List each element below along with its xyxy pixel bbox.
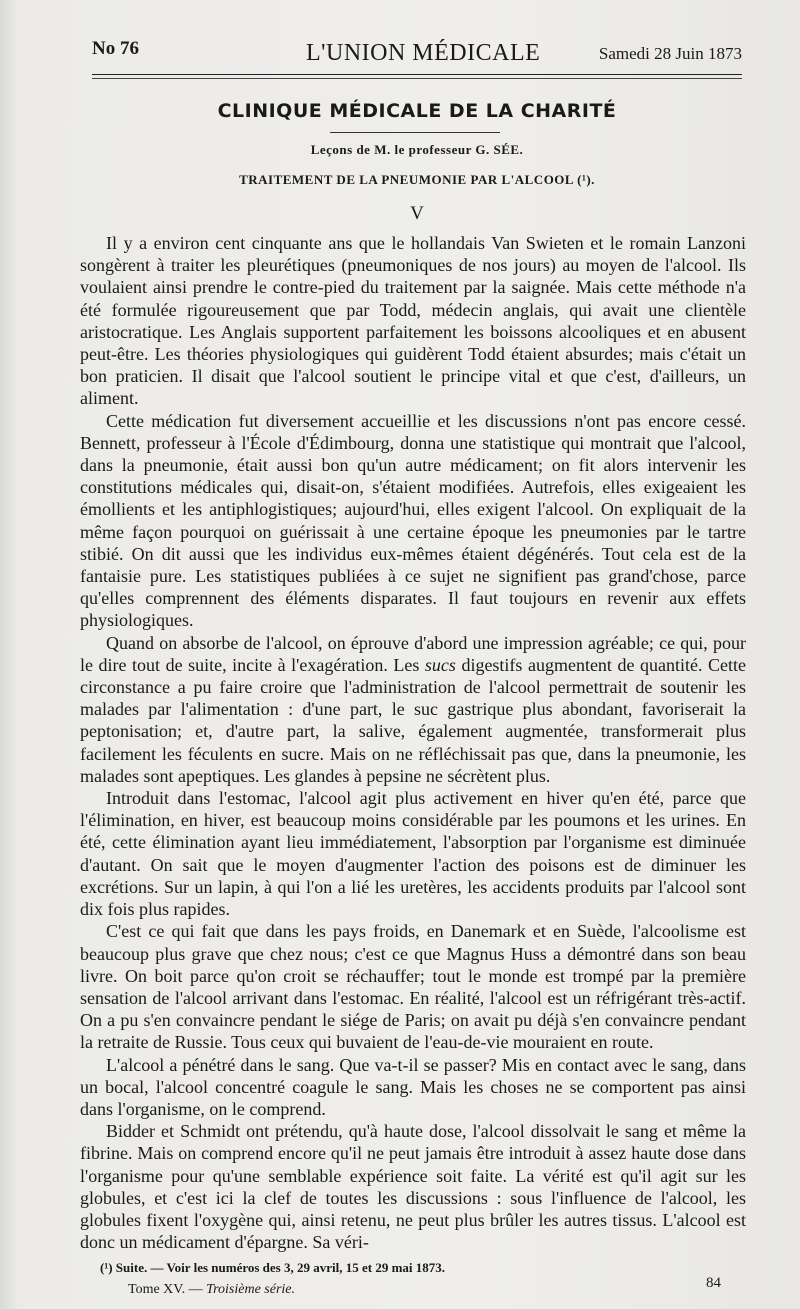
tome-line: [128, 1282, 295, 1298]
journal-title: L'UNION MÉDICALE: [306, 40, 541, 66]
footnote: (¹) Suite. — Voir les numéros des 3, 29 avril, 15 et 29 mai 1873.: [100, 1260, 446, 1275]
title-divider: [330, 132, 500, 133]
paragraph-rest: digestifs augmentent de quantité. Cette circonstance a pu faire croire que l'administration de l'alcool permettrait de soutenir les malades par l'alimentation : d'une part, le suc gastrique plus abondant, favoriserait la peptonisation; et, d'autre part, la salive, également augmentée, transformerait plus facilement les féculents en sucre. Mais on ne réfléchissait pas que, dans la pneumonie, les malades sont apeptiques. Les glandes à pepsine ne sécrètent plus.: [80, 654, 746, 786]
paragraph: Cette médication fut diversement accueillie et les discussions n'ont pas encore cessé. Bennett, professeur à l'École d'Édimbourg, donna une statistique qui montrait que l'alcool, dans la pneumonie, était aussi bon qu'un autre médicament; on fit alors intervenir les constitutions médicales qui, disait-on, s'étaient modifiées. Autrefois, elles exigeaient les émollients et les antiphlogistiques; aujourd'hui, elles exigent l'alcool. On expliquait de la même façon pourquoi on guérissait à une certaine époque les pneumonies par le tartre stibié. On dit aussi que les individus eux-mêmes étaient dégénérés. Tout cela est de la fantaisie pure. Les statistiques publiées à ce sujet ne signifient pas grand'chose, parce qu'elles comprennent des éléments disparates. Il faut toujours en revenir aux effets physiologiques.: [80, 410, 746, 631]
header-rule: [92, 74, 742, 75]
issue-number: No 76: [92, 38, 139, 59]
paragraph: Il y a environ cent cinquante ans que le hollandais Van Swieten et le romain Lanzoni songèrent à traiter les pleurétiques (pneumoniques de nos jours) au moyen de l'alcool. Ils voulaient ainsi prendre le contre-pied du traitement par la saignée. Mais cette méthode n'a été formulée rigoureusement que par Todd, médecin anglais, qui avait une clientèle aristocratique. Les Anglais supportent parfaitement les boissons alcooliques et en abusent peut-être. Les théories physiologiques qui guidèrent Todd étaient absurdes; mais c'était un bon praticien. Il disait que l'alcool soutient le principe vital et que c'est, d'ailleurs, un aliment.: [80, 233, 746, 409]
section-number: V: [410, 203, 424, 224]
paragraph-start: Quand on absorbe de l'alcool, on éprouve d'abord une impression agréable; ce qui, pour le dire tout de suite, incite à l'exagération. Les: [80, 632, 746, 675]
issue-date: Samedi 28 Juin 1873: [598, 44, 742, 63]
article-body: [80, 232, 746, 1253]
article-subtitle: TRAITEMENT DE LA PNEUMONIE PAR L'ALCOOL (¹).: [239, 172, 595, 187]
paragraph: L'alcool a pénétré dans le sang. Que va-t-il se passer? Mis en contact avec le sang, dans un bocal, l'alcool concentré coagule le sang. Mais les choses ne se comportent pas ainsi dans l'organisme, on le comprend.: [80, 1054, 746, 1119]
paragraph: [80, 632, 746, 787]
lecturer-line: Leçons de M. le professeur G. SÉE.: [310, 142, 524, 157]
article-title: CLINIQUE MÉDICALE DE LA CHARITÉ: [217, 100, 617, 122]
page-number: 84: [706, 1275, 721, 1291]
paragraph: Introduit dans l'estomac, l'alcool agit plus activement en hiver qu'en été, parce que l'élimination, en hiver, est beaucoup moins considérable par les poumons et les urines. En été, cette élimination ayant lieu immédiatement, l'absorption par l'organisme est diminuée d'autant. On sait que le moyen d'augmenter l'action des poisons est de diminuer les excrétions. Sur un lapin, à qui l'on a lié les uretères, les accidents produits par l'alcool sont dix fois plus rapides.: [80, 788, 746, 920]
header-rule-thin: [92, 78, 742, 79]
tome-label: Tome XV. —: [128, 1282, 207, 1297]
series-label: Troisième série.: [206, 1282, 296, 1297]
paragraph: Bidder et Schmidt ont prétendu, qu'à haute dose, l'alcool dissolvait le sang et même la fibrine. Mais on comprend encore qu'il ne peut jamais être introduit à assez haute dose dans l'organisme pour qu'une semblable expérience soit faite. La vérité est qu'il agit sur les globules, et c'est ici la clef de toutes les discussions : sous l'influence de l'alcool, les globules fixent l'oxygène qui, ainsi retenu, ne peut plus brûler les autres tissus. L'alcool est donc un médicament d'épargne. Sa véri-: [80, 1121, 746, 1253]
italic-word: sucs: [424, 654, 456, 675]
page-header: [92, 38, 742, 72]
paragraph: C'est ce qui fait que dans les pays froids, en Danemark et en Suède, l'alcoolisme est beaucoup plus grave que chez nous; c'est ce que Magnus Huss a démontré dans son beau livre. On boit parce qu'on croit se réchauffer; tout le monde est trompé par la première sensation de l'alcool arrivant dans l'estomac. En réalité, l'alcool est un réfrigérant très-actif. On a pu s'en convaincre pendant le siége de Paris; on avait pu déjà s'en convaincre pendant la retraite de Russie. Tous ceux qui buvaient de l'eau-de-vie mouraient en route.: [80, 921, 746, 1053]
